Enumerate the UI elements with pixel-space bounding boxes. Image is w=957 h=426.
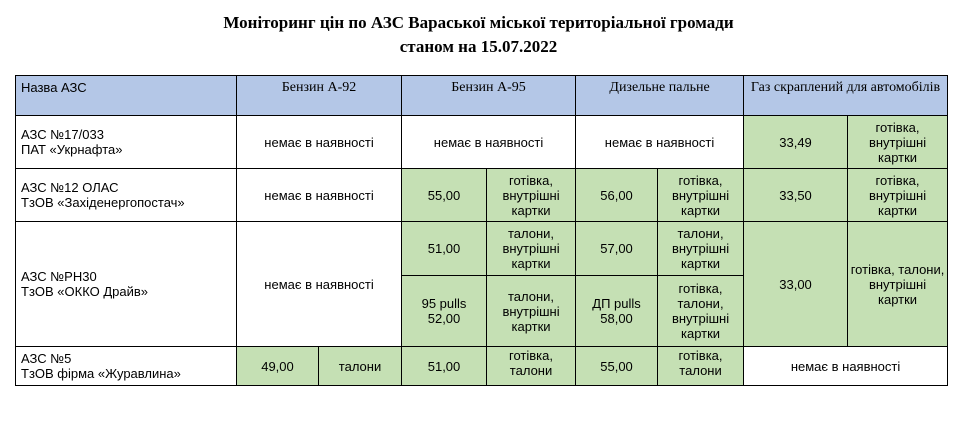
a95-pulls-label: 95 pulls (421, 296, 467, 311)
diesel-price: 55,00 (576, 347, 658, 386)
station-number: АЗС №5 (21, 351, 72, 366)
a92-cell: немає в наявності (237, 222, 402, 347)
page-title-line1: Моніторинг цін по АЗС Вараської міської територіальної громади (223, 13, 734, 32)
station-name (16, 116, 237, 169)
table-row (16, 169, 948, 222)
gas-price: 33,50 (744, 169, 848, 222)
diesel-cell: немає в наявності (576, 116, 744, 169)
diesel-pulls-price: 58,00 (600, 311, 633, 326)
a95-payment: талони, внутрішні картки (487, 276, 576, 347)
a95-price: 51,00 (402, 347, 487, 386)
station-company: ПАТ «Укрнафта» (21, 142, 123, 157)
station-name (16, 222, 237, 347)
station-company: ТзОВ фірма «Журавлина» (21, 366, 181, 381)
header-gas: Газ скраплений для автомобілів (744, 76, 948, 116)
header-row (16, 76, 948, 116)
table-row (16, 347, 948, 386)
table-row (16, 116, 948, 169)
a95-price: 51,00 (402, 222, 487, 276)
gas-payment: готівка, внутрішні картки (848, 169, 948, 222)
header-a92: Бензин А-92 (237, 76, 402, 116)
a95-cell: немає в наявності (402, 116, 576, 169)
station-number: АЗС №17/033 (21, 127, 104, 142)
station-name (16, 347, 237, 386)
a95-pulls-price: 52,00 (427, 311, 461, 326)
a92-payment: талони (319, 347, 402, 386)
a92-cell: немає в наявності (237, 169, 402, 222)
diesel-price-pulls (576, 276, 658, 347)
table-row (16, 222, 948, 276)
station-number: АЗС №12 ОЛАС (21, 180, 119, 195)
diesel-pulls-label: ДП pulls (592, 296, 641, 311)
station-company: ТзОВ «ОККО Драйв» (21, 284, 149, 299)
gas-price: 33,00 (744, 222, 848, 347)
diesel-payment: готівка, внутрішні картки (658, 169, 744, 222)
diesel-payment: готівка, талони (658, 347, 744, 386)
a95-price-pulls (402, 276, 487, 347)
a92-cell: немає в наявності (237, 116, 402, 169)
header-a95: Бензин А-95 (402, 76, 576, 116)
diesel-price: 57,00 (576, 222, 658, 276)
diesel-payment: готівка, талони, внутрішні картки (658, 276, 744, 347)
gas-cell: немає в наявності (744, 347, 948, 386)
a92-price: 49,00 (237, 347, 319, 386)
gas-price: 33,49 (744, 116, 848, 169)
gas-payment: готівка, внутрішні картки (848, 116, 948, 169)
a95-payment: готівка, талони (487, 347, 576, 386)
header-diesel: Дизельне пальне (576, 76, 744, 116)
station-company: ТзОВ «Західенергопостач» (21, 195, 185, 210)
a95-payment: готівка, внутрішні картки (487, 169, 576, 222)
page-title-line2: станом на 15.07.2022 (399, 37, 558, 56)
station-name (16, 169, 237, 222)
header-station-name: Назва АЗС (16, 76, 237, 116)
gas-payment: готівка, талони, внутрішні картки (848, 222, 948, 347)
diesel-price: 56,00 (576, 169, 658, 222)
diesel-payment: талони, внутрішні картки (658, 222, 744, 276)
fuel-price-table (15, 75, 948, 386)
station-number: АЗС №РН30 (21, 269, 97, 284)
a95-price: 55,00 (402, 169, 487, 222)
a95-payment: талони, внутрішні картки (487, 222, 576, 276)
